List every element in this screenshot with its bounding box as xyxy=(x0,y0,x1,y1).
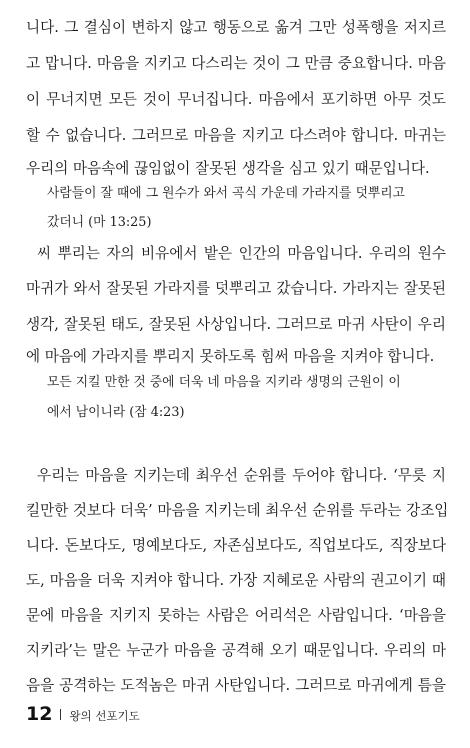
body-line: 마귀가 와서 잘못된 가라지를 덧뿌리고 갔습니다. 가라지는 잘못된 xyxy=(26,280,446,297)
body-line: 우리의 마음속에 끊임없이 잘못된 생각을 심고 있기 때문입니다. xyxy=(26,160,430,177)
body-line: 고 맙니다. 마음을 지키고 다스리는 것이 그 만큼 중요합니다. 마음 xyxy=(26,55,446,72)
body-line: 지키라’는 말은 누군가 마음을 공격해 오기 때문입니다. 우리의 마 xyxy=(26,642,446,659)
running-book-title: 왕의 선포기도 xyxy=(69,709,140,723)
body-line: 니다. 돈보다도, 명예보다도, 자존심보다도, 직업보다도, 직장보다 xyxy=(26,537,446,554)
page-footer xyxy=(26,703,140,727)
body-line: 에 마음에 가라지를 뿌리지 못하도록 힘써 마음을 지켜야 합니다. xyxy=(26,348,435,365)
body-line: 우리는 마음을 지키는데 최우선 순위를 두어야 합니다. ‘무릇 지 xyxy=(37,467,446,484)
body-line: 킬만한 것보다 더욱’ 마음을 지키는데 최우선 순위를 두라는 강조입 xyxy=(26,502,449,519)
body-line: 음을 공격하는 도적놈은 마귀 사탄입니다. 그러므로 마귀에게 틈을 xyxy=(26,677,446,694)
body-line: 이 무너지면 모든 것이 무너집니다. 마음에서 포기하면 아무 것도 xyxy=(26,91,446,108)
body-line: 할 수 없습니다. 그러므로 마음을 지키고 다스려야 합니다. 마귀는 xyxy=(26,127,446,144)
body-line: 생각, 잘못된 태도, 잘못된 사상입니다. 그러므로 마귀 사탄이 우리 xyxy=(26,316,446,333)
page-number: 12 xyxy=(26,703,53,725)
footer-divider xyxy=(60,709,61,720)
scripture-quote-line: 에서 남이니라 (잠 4:23) xyxy=(47,405,185,420)
scripture-quote-line: 사람들이 잘 때에 그 원수가 와서 곡식 가운데 가라지를 덧뿌리고 xyxy=(47,186,406,201)
body-line: 문에 마음을 지키지 못하는 사람은 어리석은 사람입니다. ‘마음을 xyxy=(26,607,446,624)
scripture-quote-line: 갔더니 (마 13:25) xyxy=(47,215,152,230)
scripture-quote-line: 모든 지킬 만한 것 중에 더욱 네 마음을 지키라 생명의 근원이 이 xyxy=(47,375,401,390)
body-line: 도, 마음을 더욱 지켜야 합니다. 가장 지혜로운 사람의 권고이기 때 xyxy=(26,572,446,589)
body-line: 니다. 그 결심이 변하지 않고 행동으로 옮겨 그만 성폭행을 저지르 xyxy=(26,19,446,36)
body-line: 씨 뿌리는 자의 비유에서 밭은 인간의 마음입니다. 우리의 원수 xyxy=(37,245,446,262)
